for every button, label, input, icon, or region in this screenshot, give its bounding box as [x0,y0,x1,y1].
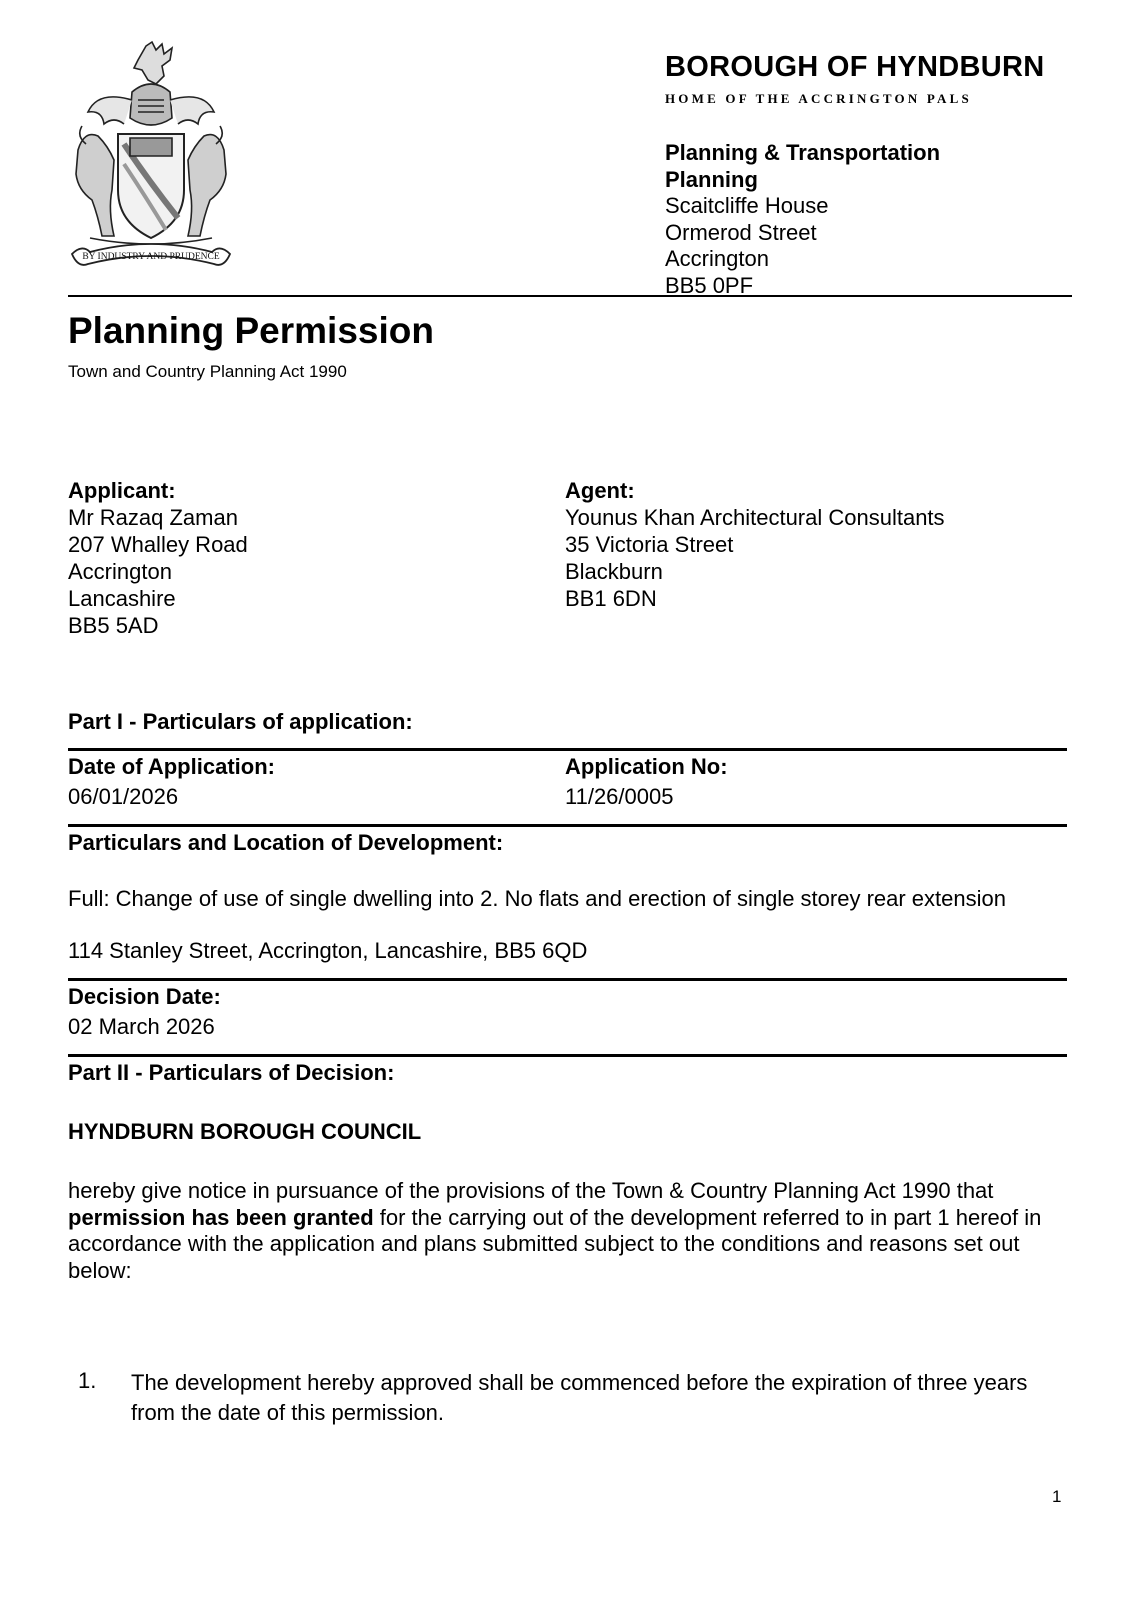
decision-notice [68,1178,1068,1284]
department-name: Planning & Transportation [665,140,941,165]
part2-heading: Part II - Particulars of Decision: [68,1060,395,1085]
development-location-label: Particulars and Location of Development: [68,830,504,855]
page-number: 1 [1052,1487,1062,1506]
notice-text: for the carrying out of the development referred to in part 1 hereof in accordance with the application and plans submitted subject to the conditions and reasons set out below: [68,1204,1042,1283]
council-statement-heading: HYNDBURN BOROUGH COUNCIL [68,1119,422,1144]
section-divider [68,1054,1067,1057]
application-number-label: Application No: [565,754,728,779]
applicant-line: BB5 5AD [68,613,159,638]
notice-text: hereby give notice in pursuance of the provisions of the Town & Country Planning Act 1990 that [68,1178,994,1203]
section-divider [68,748,1067,751]
header-divider [68,295,1072,297]
agent-block [565,477,945,612]
condition-number: 1. [78,1368,97,1393]
agent-line: Blackburn [565,559,663,584]
applicant-line: Accrington [68,559,172,584]
council-motto: HOME OF THE ACCRINGTON PALS [665,91,972,106]
address-line: Accrington [665,246,769,271]
section-name: Planning [665,166,758,192]
address-line: BB5 0PF [665,272,754,298]
address-line: Ormerod Street [665,219,817,245]
decision-date-label: Decision Date: [68,984,221,1009]
agent-heading: Agent: [565,478,635,503]
applicant-heading: Applicant: [68,478,176,503]
application-number-value: 11/26/0005 [565,784,674,809]
section-divider [68,824,1067,827]
address-line: Scaitcliffe House [665,193,829,218]
council-name: BOROUGH OF HYNDBURN [665,51,1045,83]
document-subtitle: Town and Country Planning Act 1990 [68,362,347,381]
applicant-line: Mr Razaq Zaman [68,505,238,530]
applicant-line: 207 Whalley Road [68,532,248,557]
department-address [665,140,940,299]
condition-text: The development hereby approved shall be commenced before the expiration of three years from the date of this permission. [131,1370,1028,1425]
part1-heading: Part I - Particulars of application: [68,709,413,734]
borough-crest-logo [68,40,234,290]
applicant-line: Lancashire [68,586,176,611]
development-description: Full: Change of use of single dwelling into 2. No flats and erection of single storey rear extension [68,886,1006,911]
application-date-label: Date of Application: [68,754,275,779]
agent-line: Younus Khan Architectural Consultants [565,505,945,530]
crest-motto-text: BY INDUSTRY AND PRUDENCE [82,252,220,262]
applicant-block [68,477,248,639]
section-divider [68,978,1067,981]
notice-emphasis: permission has been granted [68,1204,374,1230]
development-location: 114 Stanley Street, Accrington, Lancashire, BB5 6QD [68,938,588,963]
agent-line: 35 Victoria Street [565,532,734,557]
application-date-value: 06/01/2026 [68,784,179,809]
decision-date-value: 02 March 2026 [68,1014,215,1039]
document-title: Planning Permission [68,310,434,351]
agent-line: BB1 6DN [565,586,657,611]
